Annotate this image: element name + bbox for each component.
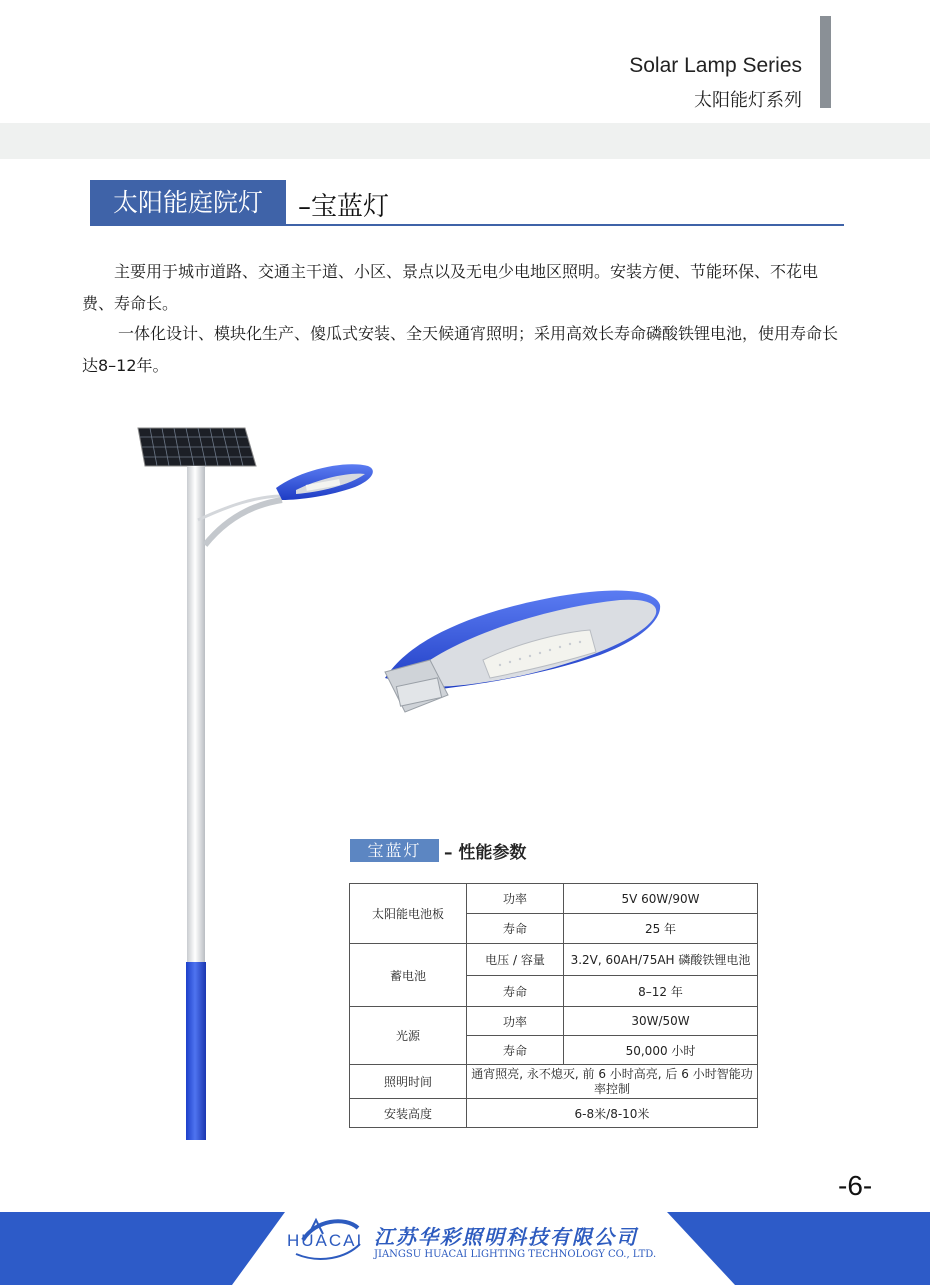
company-name-cn: 江苏华彩照明科技有限公司: [374, 1225, 638, 1249]
spec-title-label: 宝蓝灯: [350, 839, 439, 862]
spec-title-suffix: – 性能参数: [444, 843, 527, 863]
spec-label: 功率: [467, 1007, 564, 1036]
spec-value: 50,000 小时: [564, 1036, 758, 1065]
spec-group-light-source: 光源: [350, 1007, 467, 1065]
table-row: [350, 1007, 758, 1036]
table-row: [350, 1099, 758, 1128]
spec-value: 通宵照亮, 永不熄灭, 前 6 小时高亮, 后 6 小时智能功率控制: [467, 1065, 758, 1099]
spec-group-lighting-time: 照明时间: [350, 1065, 467, 1099]
description-paragraph-1: 主要用于城市道路、交通主干道、小区、景点以及无电少电地区照明。安装方便、节能环保、不花电费、寿命长。: [82, 262, 819, 313]
spec-table: [349, 883, 758, 1128]
page-number: -6-: [838, 1170, 873, 1201]
spec-group-battery: 蓄电池: [350, 944, 467, 1007]
spec-group-solar-panel: 太阳能电池板: [350, 884, 467, 944]
spec-value: 5V 60W/90W: [564, 884, 758, 914]
spec-value: 8–12 年: [564, 976, 758, 1007]
spec-value: 3.2V, 60AH/75AH 磷酸铁锂电池: [564, 944, 758, 976]
series-title-en: Solar Lamp Series: [629, 54, 802, 77]
spec-label: 寿命: [467, 1036, 564, 1065]
product-subtitle: –宝蓝灯: [298, 192, 390, 222]
logo-text: HUACAI: [287, 1231, 364, 1250]
table-row: [350, 1065, 758, 1099]
spec-value: 30W/50W: [564, 1007, 758, 1036]
spec-label: 电压 / 容量: [467, 944, 564, 976]
spec-value: 25 年: [564, 914, 758, 944]
table-row: [350, 884, 758, 914]
company-name-en: JIANGSU HUACAI LIGHTING TECHNOLOGY CO., LTD.: [374, 1249, 657, 1260]
spec-label: 寿命: [467, 976, 564, 1007]
product-title: 太阳能庭院灯: [90, 180, 286, 225]
spec-group-install-height: 安装高度: [350, 1099, 467, 1128]
spec-label: 寿命: [467, 914, 564, 944]
spec-value: 6-8米/8-10米: [467, 1099, 758, 1128]
spec-label: 功率: [467, 884, 564, 914]
table-row: [350, 944, 758, 976]
series-title-cn: 太阳能灯系列: [694, 90, 802, 111]
description-paragraph-2: 一体化设计、模块化生产、傻瓜式安装、全天候通宵照明；采用高效长寿命磷酸铁锂电池，使用寿命长达8–12年。: [82, 324, 839, 375]
lamp-head-large-icon: [385, 590, 660, 712]
